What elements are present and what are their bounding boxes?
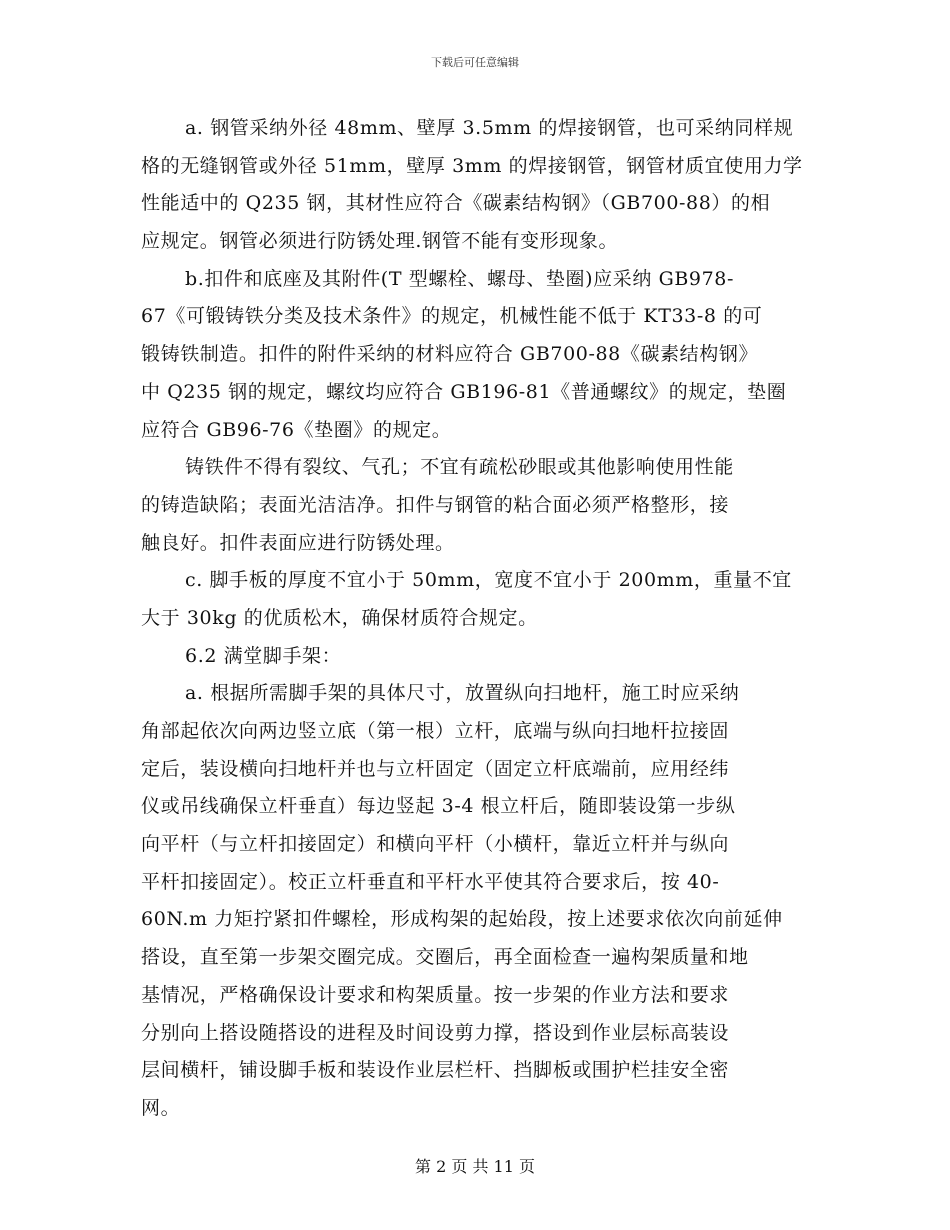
text-line: 大于 30kg 的优质松木，确保材质符合规定。 (141, 606, 538, 629)
document-body (141, 110, 811, 1128)
text-line: 角部起依次向两边竖立底（第一根）立杆，底端与纵向扫地杆拉接固 (141, 720, 730, 742)
text-line: 层间横杆，铺设脚手板和装设作业层栏杆、挡脚板或围护栏挂安全密 (141, 1059, 730, 1082)
text-line: 的铸造缺陷；表面光洁洁净。扣件与钢管的粘合面必须严格整形，接 (141, 493, 730, 516)
text-line: 性能适中的 Q235 钢，其材性应符合《碳素结构钢》（GB700-88）的相 (141, 192, 771, 215)
text-line: 铸铁件不得有裂纹、气孔；不宜有疏松砂眼或其他影响使用性能 (185, 456, 734, 479)
text-line: 仪或吊线确保立杆垂直）每边竖起 3-4 根立杆后，随即装设第一步纵 (141, 795, 736, 818)
text-line: 中 Q235 钢的规定，螺纹均应符合 GB196-81《普通螺纹》的规定，垫圈 (141, 380, 787, 403)
text-line: a. 根据所需脚手架的具体尺寸，放置纵向扫地杆，施工时应采纳 (185, 682, 740, 705)
text-line: a. 钢管采纳外径 48mm、壁厚 3.5mm 的焊接钢管，也可采纳同样规 (185, 117, 794, 139)
text-line: 平杆扣接固定）。校正立杆垂直和平杆水平使其符合要求后，按 40- (141, 870, 720, 893)
text-line: 60N.m 力矩拧紧扣件螺栓，形成构架的起始段，按上述要求依次向前延伸 (141, 908, 783, 931)
text-line: 基情况，严格确保设计要求和构架质量。按一步架的作业方法和要求 (141, 983, 730, 1006)
text-line: 网。 (141, 1096, 181, 1119)
text-line: 向平杆（与立杆扣接固定）和横向平杆（小横杆，靠近立杆并与纵向 (141, 833, 730, 856)
text-line: b.扣件和底座及其附件(T 型螺栓、螺母、垫圈)应采纳 GB978- (185, 267, 735, 290)
page-number: 第 2 页 共 11 页 (415, 1157, 535, 1176)
text-line: 格的无缝钢管或外径 51mm，壁厚 3mm 的焊接钢管，钢管材质宜使用力学 (141, 154, 803, 177)
text-line: 触良好。扣件表面应进行防锈处理。 (141, 531, 455, 554)
text-line: 分别向上搭设随搭设的进程及时间设剪力撑，搭设到作业层标高装设 (141, 1021, 730, 1044)
text-line: 锻铸铁制造。扣件的附件采纳的材料应符合 GB700-88《碳素结构钢》 (141, 343, 759, 366)
text-line: 定后，装设横向扫地杆并也与立杆固定（固定立杆底端前，应用经纬 (141, 757, 730, 780)
page-header: 下载后可任意编辑 (431, 56, 519, 69)
text-line: 67《可锻铸铁分类及技术条件》的规定，机械性能不低于 KT33-8 的可 (141, 305, 763, 328)
text-line: 应规定。钢管必须进行防锈处理.钢管不能有变形现象。 (141, 230, 619, 253)
text-line: 应符合 GB96-76《垫圈》的规定。 (141, 418, 452, 441)
text-line: 6.2 满堂脚手架： (185, 644, 342, 667)
text-line: c. 脚手板的厚度不宜小于 50mm，宽度不宜小于 200mm，重量不宜 (185, 569, 792, 592)
text-line: 搭设，直至第一步架交圈完成。交圈后，再全面检查一遍构架质量和地 (141, 946, 749, 969)
